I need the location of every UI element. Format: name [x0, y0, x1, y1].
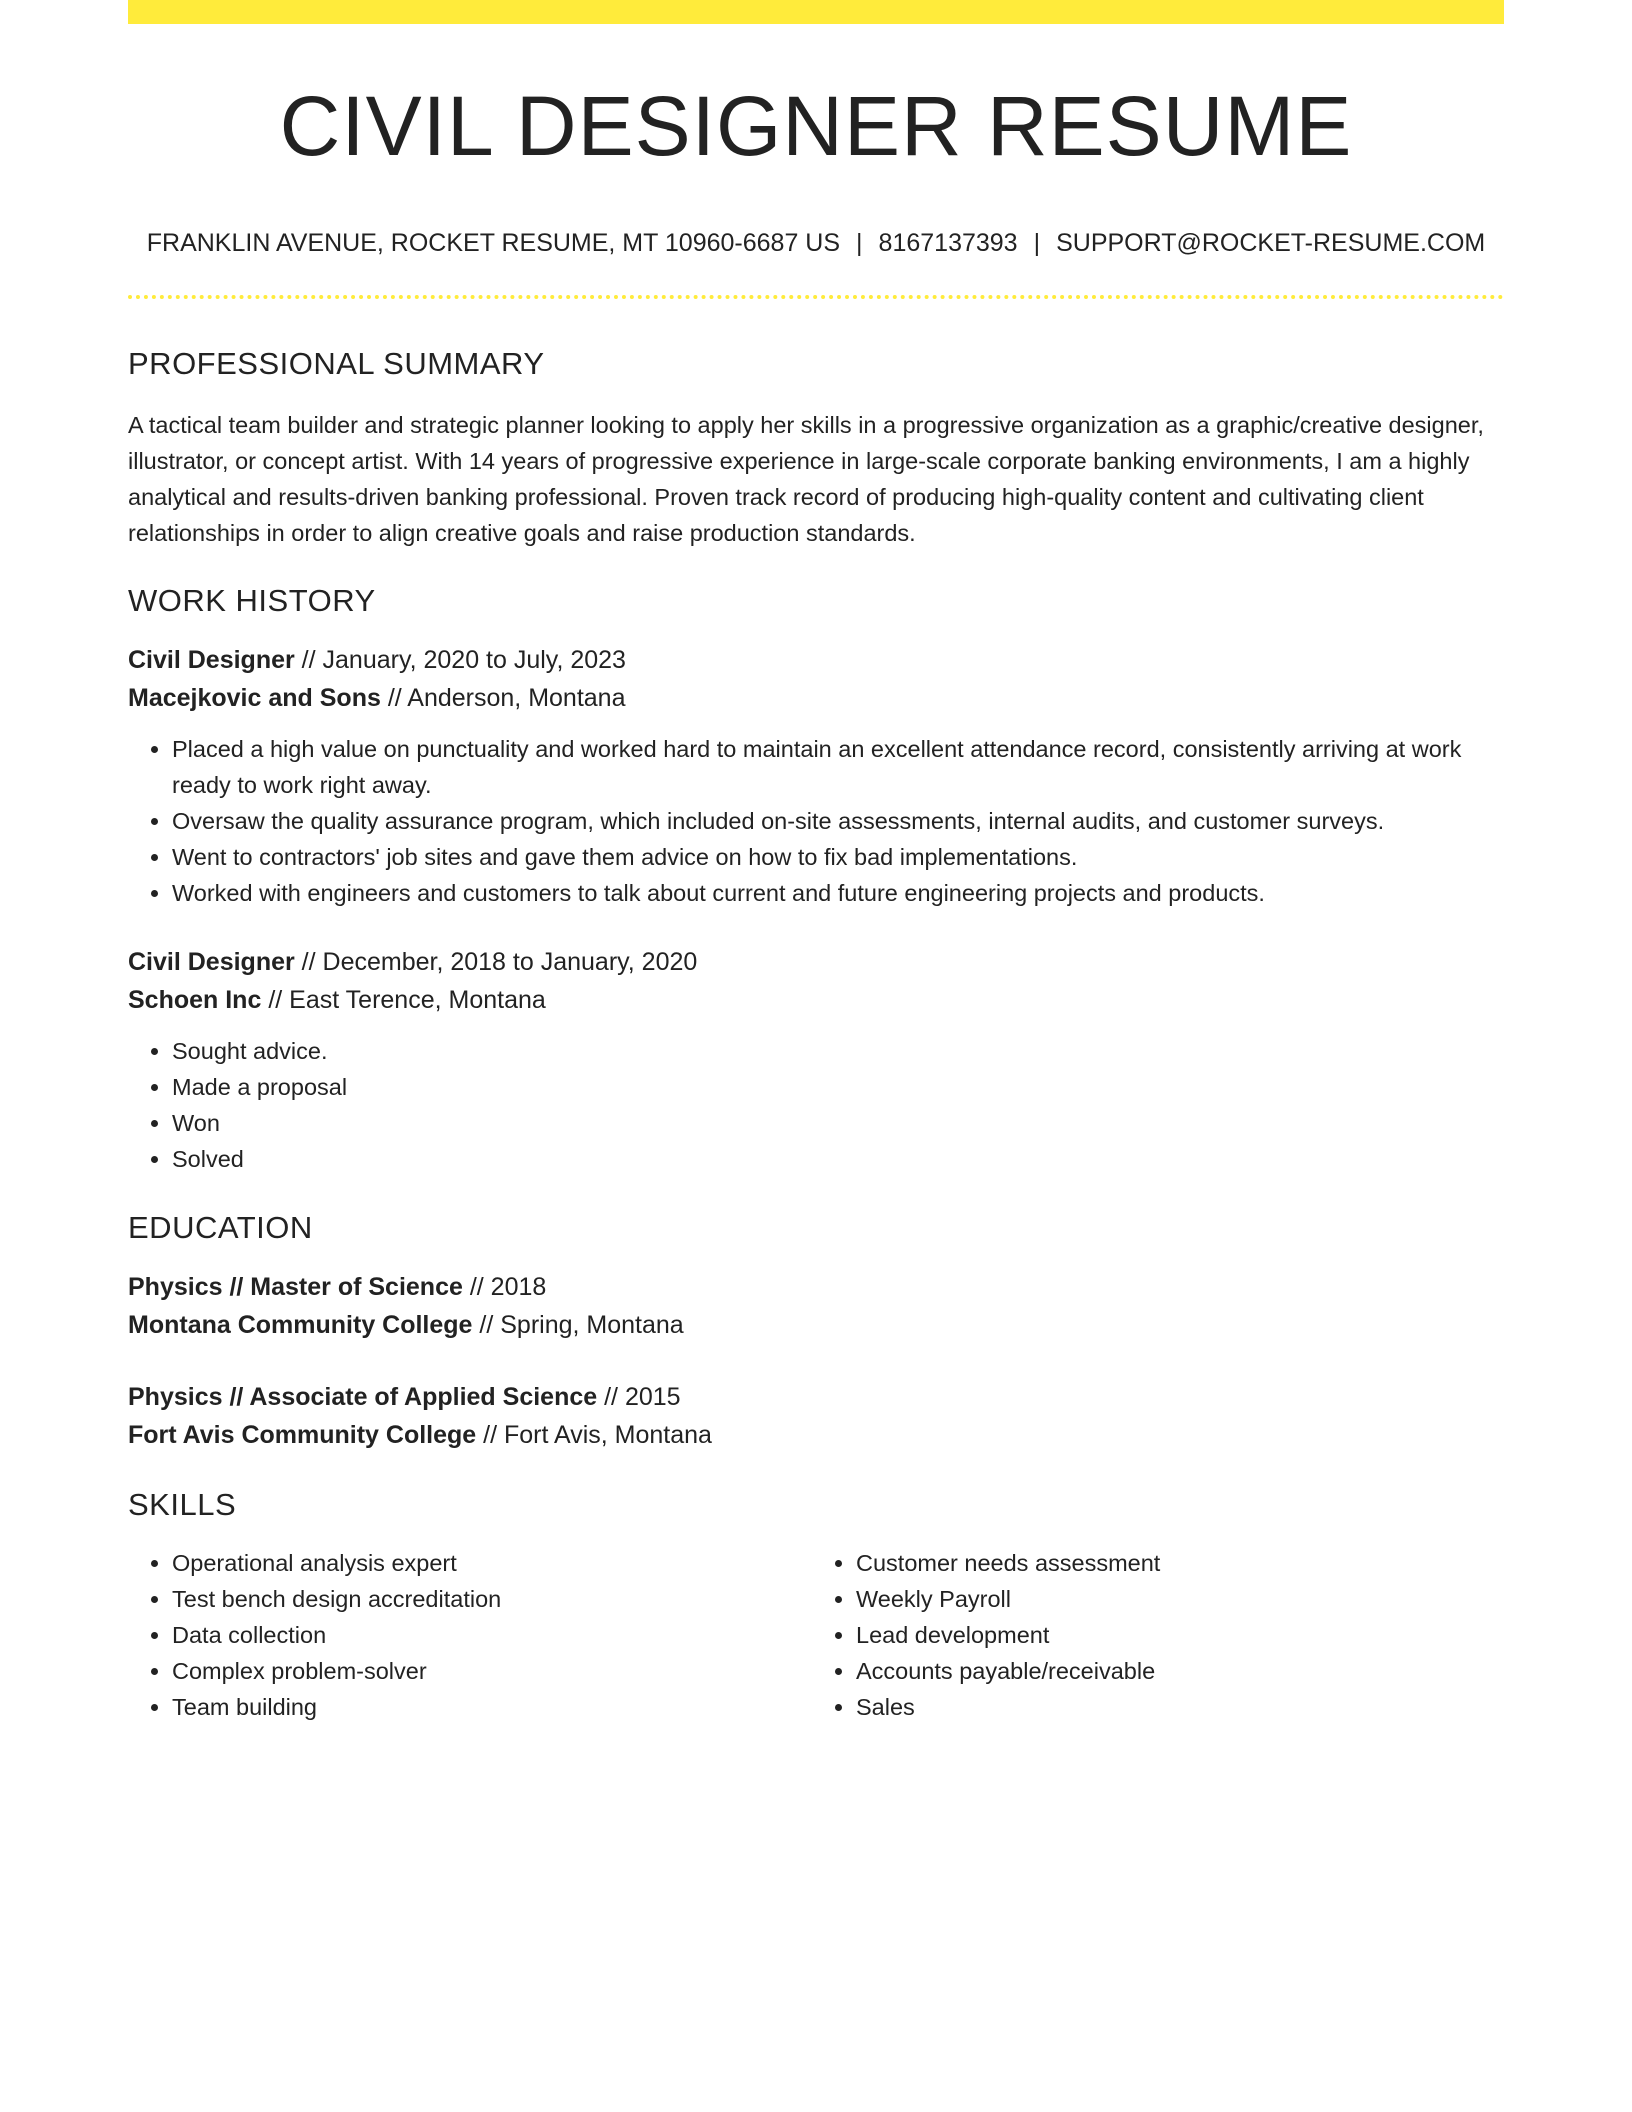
- contact-line: [128, 228, 1504, 258]
- education-entry: [128, 1378, 1504, 1454]
- resume-title: CIVIL DESIGNER RESUME: [279, 79, 1353, 173]
- skill-item: • Accounts payable/receivable: [856, 1653, 1490, 1689]
- list-item: • Sought advice.: [172, 1033, 1504, 1069]
- school-location: // Spring, Montana: [472, 1310, 684, 1339]
- job-company: Macejkovic and Sons: [128, 683, 381, 712]
- work-history-heading: WORK HISTORY: [128, 582, 376, 618]
- skill-item: • Lead development: [856, 1617, 1490, 1653]
- job-entry: [128, 641, 1504, 911]
- job-company: Schoen Inc: [128, 985, 262, 1014]
- school-line: [128, 1416, 1504, 1454]
- accent-top-bar: [128, 0, 1504, 24]
- skill-item: • Test bench design accreditation: [172, 1581, 806, 1617]
- list-item: • Placed a high value on punctuality and worked hard to maintain an excellent attendance record, consistently arriving at work ready to work right away.: [172, 731, 1504, 803]
- list-item: • Worked with engineers and customers to talk about current and future engineering projects and products.: [172, 875, 1504, 911]
- contact-separator: |: [856, 229, 863, 258]
- school: Montana Community College: [128, 1310, 473, 1339]
- contact-separator: |: [1033, 229, 1041, 258]
- list-item: • Went to contractors' job sites and gave them advice on how to fix bad implementations.: [172, 839, 1504, 875]
- skills-list-left: [128, 1545, 806, 1725]
- job-bullets: [128, 731, 1504, 911]
- job-company-line: [128, 981, 1504, 1019]
- job-role: Civil Designer: [128, 947, 295, 976]
- skill-item: • Operational analysis expert: [172, 1545, 806, 1581]
- skill-item: • Customer needs assessment: [856, 1545, 1490, 1581]
- resume-page: [128, 0, 1504, 1725]
- list-item: • Solved: [172, 1141, 1504, 1177]
- contact-address: FRANKLIN AVENUE, ROCKET RESUME, MT 10960-6687 US: [146, 229, 841, 258]
- skill-item: • Complex problem-solver: [172, 1653, 806, 1689]
- summary-heading: PROFESSIONAL SUMMARY: [128, 346, 545, 382]
- education-heading: EDUCATION: [128, 1209, 313, 1245]
- list-item: • Made a proposal: [172, 1069, 1504, 1105]
- education-entry: [128, 1268, 1504, 1344]
- list-item: • Won: [172, 1105, 1504, 1141]
- school: Fort Avis Community College: [128, 1420, 477, 1449]
- job-title-line: [128, 641, 1504, 679]
- list-item: • Oversaw the quality assurance program, which included on-site assessments, internal audits, and customer surveys.: [172, 803, 1504, 839]
- skill-item: • Team building: [172, 1689, 806, 1725]
- degree: Physics // Master of Science: [128, 1272, 463, 1301]
- skills-columns: [128, 1545, 1504, 1725]
- school-line: [128, 1306, 1504, 1344]
- contact-phone: 8167137393: [878, 229, 1018, 258]
- skill-item: • Data collection: [172, 1617, 806, 1653]
- job-title-line: [128, 943, 1504, 981]
- job-location: // Anderson, Montana: [380, 683, 626, 712]
- degree-year: // 2018: [462, 1272, 547, 1301]
- degree-year: // 2015: [597, 1382, 681, 1411]
- job-company-line: [128, 679, 1504, 717]
- skill-item: • Sales: [856, 1689, 1490, 1725]
- degree-line: [128, 1268, 1504, 1306]
- job-dates: // January, 2020 to July, 2023: [294, 645, 626, 674]
- skills-heading: SKILLS: [128, 1486, 237, 1522]
- job-role: Civil Designer: [128, 645, 295, 674]
- skills-list-right: [806, 1545, 1490, 1725]
- degree-line: [128, 1378, 1504, 1416]
- contact-email: SUPPORT@ROCKET-RESUME.COM: [1056, 229, 1486, 258]
- job-bullets: [128, 1033, 1504, 1177]
- job-entry: [128, 943, 1504, 1177]
- degree: Physics // Associate of Applied Science: [128, 1382, 598, 1411]
- dotted-divider: [128, 295, 1504, 299]
- skill-item: • Weekly Payroll: [856, 1581, 1490, 1617]
- job-dates: // December, 2018 to January, 2020: [294, 947, 698, 976]
- summary-text: A tactical team builder and strategic planner looking to apply her skills in a progressive organization as a graphic/creative designer, illustrator, or concept artist. With 14 years of progressive experience in large-scale corporate banking environments, I am a highly analytical and results-driven banking professional. Proven track record of producing high-quality content and cultivating client relationships in order to align creative goals and raise production standards.: [128, 411, 1484, 546]
- school-location: // Fort Avis, Montana: [476, 1420, 712, 1449]
- job-location: // East Terence, Montana: [261, 985, 546, 1014]
